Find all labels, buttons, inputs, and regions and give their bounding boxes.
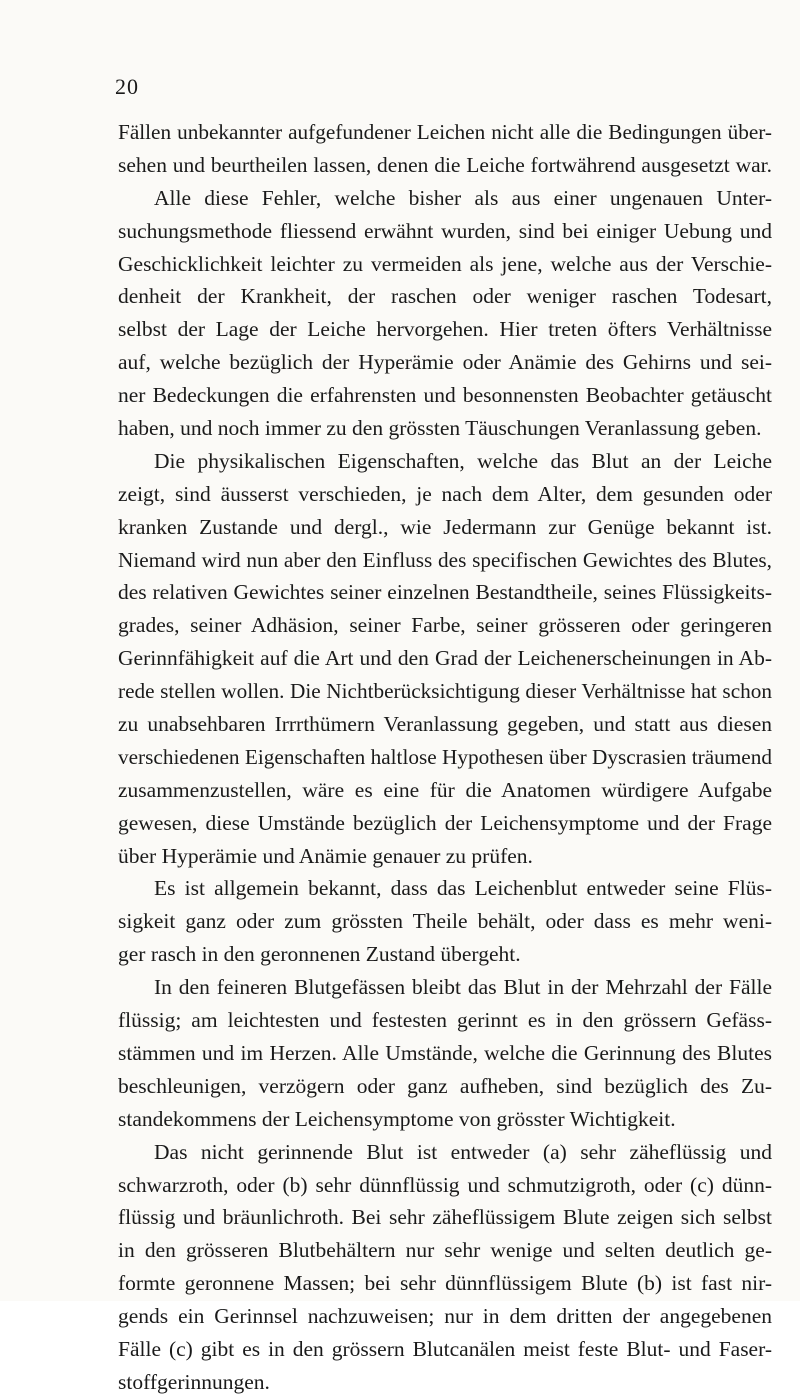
- text-line: zu unabsehbaren Irrrthümern Veranlassung gegeben, und statt aus diesen: [118, 712, 772, 737]
- text-line: gewesen, diese Umstände bezüglich der Leichensymptome und der Frage: [118, 810, 772, 835]
- text-line: selbst der Lage der Leiche hervorgehen. Hier treten öfters Verhältnisse: [118, 317, 772, 342]
- text-line: ner Bedeckungen die erfahrensten und besonnensten Beobachter getäuscht: [118, 383, 772, 408]
- text-line: des relativen Gewichtes seiner einzelnen Bestandtheile, seines Flüssigkeits-: [118, 580, 772, 605]
- text-line: flüssig; am leichtesten und festesten gerinnt es in den grössern Gefäss-: [118, 1008, 772, 1033]
- text-line: In den feineren Blutgefässen bleibt das Blut in der Mehrzahl der Fälle: [154, 975, 772, 1000]
- text-line: grades, seiner Adhäsion, seiner Farbe, seiner grösseren oder geringeren: [118, 613, 772, 638]
- text-line: Fällen unbekannter aufgefundener Leichen nicht alle die Bedingungen über-: [118, 120, 772, 144]
- text-line: Die physikalischen Eigenschaften, welche das Blut an der Leiche: [154, 448, 772, 473]
- body-text: [118, 116, 772, 1399]
- text-line: auf, welche bezüglich der Hyperämie oder Anämie des Gehirns und sei-: [118, 350, 772, 375]
- text-line: zusammenzustellen, wäre es eine für die Anatomen würdigere Aufgabe: [118, 777, 772, 802]
- text-line: stoffgerinnungen.: [118, 1369, 270, 1394]
- page-number: 20: [115, 74, 139, 99]
- text-line: suchungsmethode fliessend erwähnt wurden, sind bei einiger Uebung und: [118, 218, 772, 243]
- text-line: flüssig und bräunlichroth. Bei sehr zäheflüssigem Blute zeigen sich selbst: [118, 1205, 772, 1230]
- text-line: schwarzroth, oder (b) sehr dünnflüssig und schmutzigroth, oder (c) dünn-: [118, 1172, 772, 1197]
- text-line: ger rasch in den geronnenen Zustand übergeht.: [118, 942, 521, 967]
- text-line: rede stellen wollen. Die Nichtberücksichtigung dieser Verhältnisse hat schon: [118, 679, 772, 704]
- text-line: sigkeit ganz oder zum grössten Theile behält, oder dass es mehr weni-: [118, 909, 772, 934]
- text-line: Fälle (c) gibt es in den grössern Blutcanälen meist feste Blut- und Faser-: [118, 1336, 772, 1361]
- text-line: verschiedenen Eigenschaften haltlose Hypothesen über Dyscrasien träumend: [118, 744, 772, 769]
- text-line: in den grösseren Blutbehältern nur sehr wenige und selten deutlich ge-: [118, 1238, 772, 1263]
- text-line: standekommens der Leichensymptome von grösster Wichtigkeit.: [118, 1106, 676, 1131]
- text-line: Geschicklichkeit leichter zu vermeiden als jene, welche aus der Verschie-: [118, 251, 772, 276]
- text-line: Gerinnfähigkeit auf die Art und den Grad der Leichenerscheinungen in Ab-: [118, 646, 772, 671]
- text-line: Das nicht gerinnende Blut ist entweder (a) sehr zäheflüssig und: [154, 1139, 772, 1164]
- text-line: haben, und noch immer zu den grössten Täuschungen Veranlassung geben.: [118, 416, 762, 441]
- text-line: zeigt, sind äusserst verschieden, je nach dem Alter, dem gesunden oder: [118, 481, 772, 506]
- text-line: Alle diese Fehler, welche bisher als aus einer ungenauen Unter-: [154, 185, 772, 210]
- text-line: denheit der Krankheit, der raschen oder weniger raschen Todesart,: [118, 284, 772, 309]
- text-line: gends ein Gerinnsel nachzuweisen; nur in dem dritten der angegebenen: [118, 1304, 772, 1329]
- text-line: kranken Zustande und dergl., wie Jedermann zur Genüge bekannt ist.: [118, 514, 772, 539]
- text-line: über Hyperämie und Anämie genauer zu prüfen.: [118, 843, 533, 868]
- text-line: formte geronnene Massen; bei sehr dünnflüssigem Blute (b) ist fast nir-: [118, 1271, 772, 1296]
- text-line: sehen und beurtheilen lassen, denen die Leiche fortwährend ausgesetzt war.: [118, 152, 772, 177]
- text-line: Niemand wird nun aber den Einfluss des specifischen Gewichtes des Blutes,: [118, 547, 772, 572]
- text-line: Es ist allgemein bekannt, dass das Leichenblut entweder seine Flüs-: [154, 876, 772, 901]
- text-line: beschleunigen, verzögern oder ganz aufheben, sind bezüglich des Zu-: [118, 1073, 772, 1098]
- text-line: stämmen und im Herzen. Alle Umstände, welche die Gerinnung des Blutes: [118, 1040, 772, 1065]
